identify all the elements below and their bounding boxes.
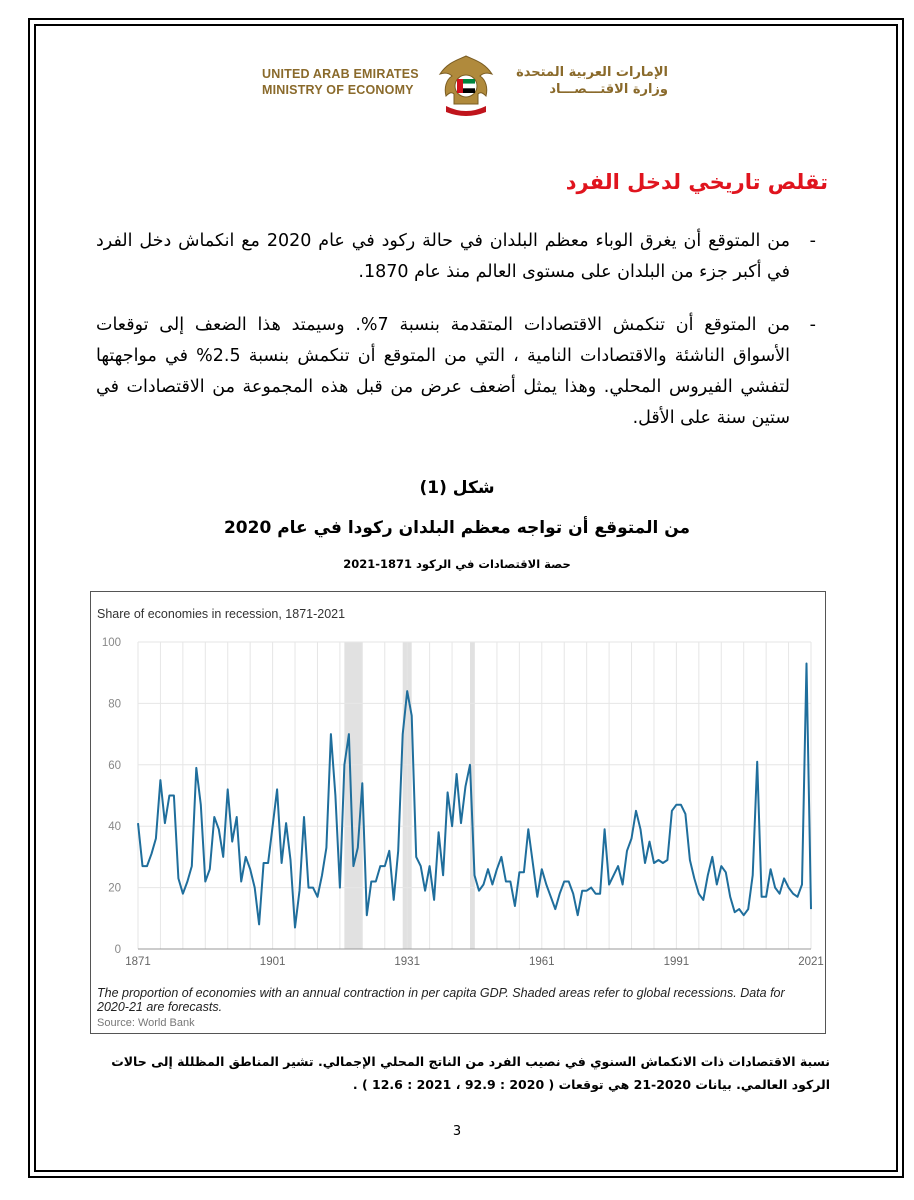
bullet-item <box>96 226 816 288</box>
y-tick-label: 40 <box>108 821 121 834</box>
chart-title: Share of economies in recession, 1871-2021 <box>97 607 346 621</box>
uae-falcon-emblem-icon <box>436 52 496 118</box>
header-ar-line1: الإمارات العربية المتحدة <box>516 65 668 80</box>
figure-title: من المتوقع أن تواجه معظم البلدان ركودا في عام 2020 <box>223 518 691 538</box>
x-tick-label: 1961 <box>529 956 555 968</box>
page-number: 3 <box>452 1124 462 1139</box>
header-en-line1: UNITED ARAB EMIRATES <box>262 67 419 81</box>
x-tick-label: 1901 <box>259 956 286 968</box>
x-tick-label: 1931 <box>394 956 420 968</box>
bullet-dash: - <box>809 315 816 335</box>
header-ar-line2: وزارة الاقتـــصـــاد <box>549 82 668 97</box>
chart-plot <box>91 592 827 982</box>
recession-shade <box>344 642 362 949</box>
section-title: تقلص تاريخي لدخل الفرد <box>565 170 828 194</box>
x-tick-label: 2021 <box>798 956 824 968</box>
bullet-dash: - <box>809 231 816 251</box>
bullet-list <box>96 226 816 456</box>
recession-chart <box>90 591 826 1034</box>
figure-label: شكل (1) <box>419 478 495 498</box>
bullet-text: من المتوقع أن تنكمش الاقتصادات المتقدمة بنسبة 7%. وسيمتد هذا الضعف إلى توقعات الأسواق الناشئة والاقتصادات النامية ، التي من المتوقع أن تنكمش بنسبة 2.5% في مواجهتها لتفشي الفيروس المحلي. وهذا يمثل أضعف عرض من قبل هذه المجموعة من الاقتصادات في ستين سنة على الأقل. <box>96 315 790 428</box>
y-tick-label: 100 <box>101 637 121 649</box>
y-tick-label: 60 <box>108 759 121 772</box>
y-tick-label: 0 <box>114 944 121 956</box>
x-tick-label: 1991 <box>663 956 690 968</box>
figure-subtitle: حصة الاقتصادات في الركود 1871-2021 <box>343 557 571 571</box>
figure-caption: نسبة الاقتصادات ذات الانكماش السنوي في نصيب الفرد من الناتج المحلي الإجمالي. تشير المناطق المظللة إلى حالات الركود العالمي. بيانات 2020-21 هي توقعات ( 2020 : 92.9 ، 2021 : 12.6 ) . <box>111 1054 830 1092</box>
bullet-text: من المتوقع أن يغرق الوباء معظم البلدان في حالة ركود في عام 2020 مع انكماش دخل الفرد في أكبر جزء من البلدان على مستوى العالم منذ عام 1870. <box>96 231 790 282</box>
bullet-item <box>96 310 816 434</box>
y-tick-label: 80 <box>108 698 121 711</box>
chart-source: Source: World Bank <box>97 1017 195 1029</box>
ministry-name-arabic <box>508 64 668 98</box>
x-tick-label: 1871 <box>125 956 151 968</box>
ministry-name-english <box>262 66 419 98</box>
header-en-line2: MINISTRY OF ECONOMY <box>262 83 414 97</box>
y-tick-label: 20 <box>108 882 121 895</box>
chart-note: The proportion of economies with an annual contraction in per capita GDP. Shaded areas refer to global recessions. Data for 2020-21 are forecasts. <box>97 986 785 1014</box>
